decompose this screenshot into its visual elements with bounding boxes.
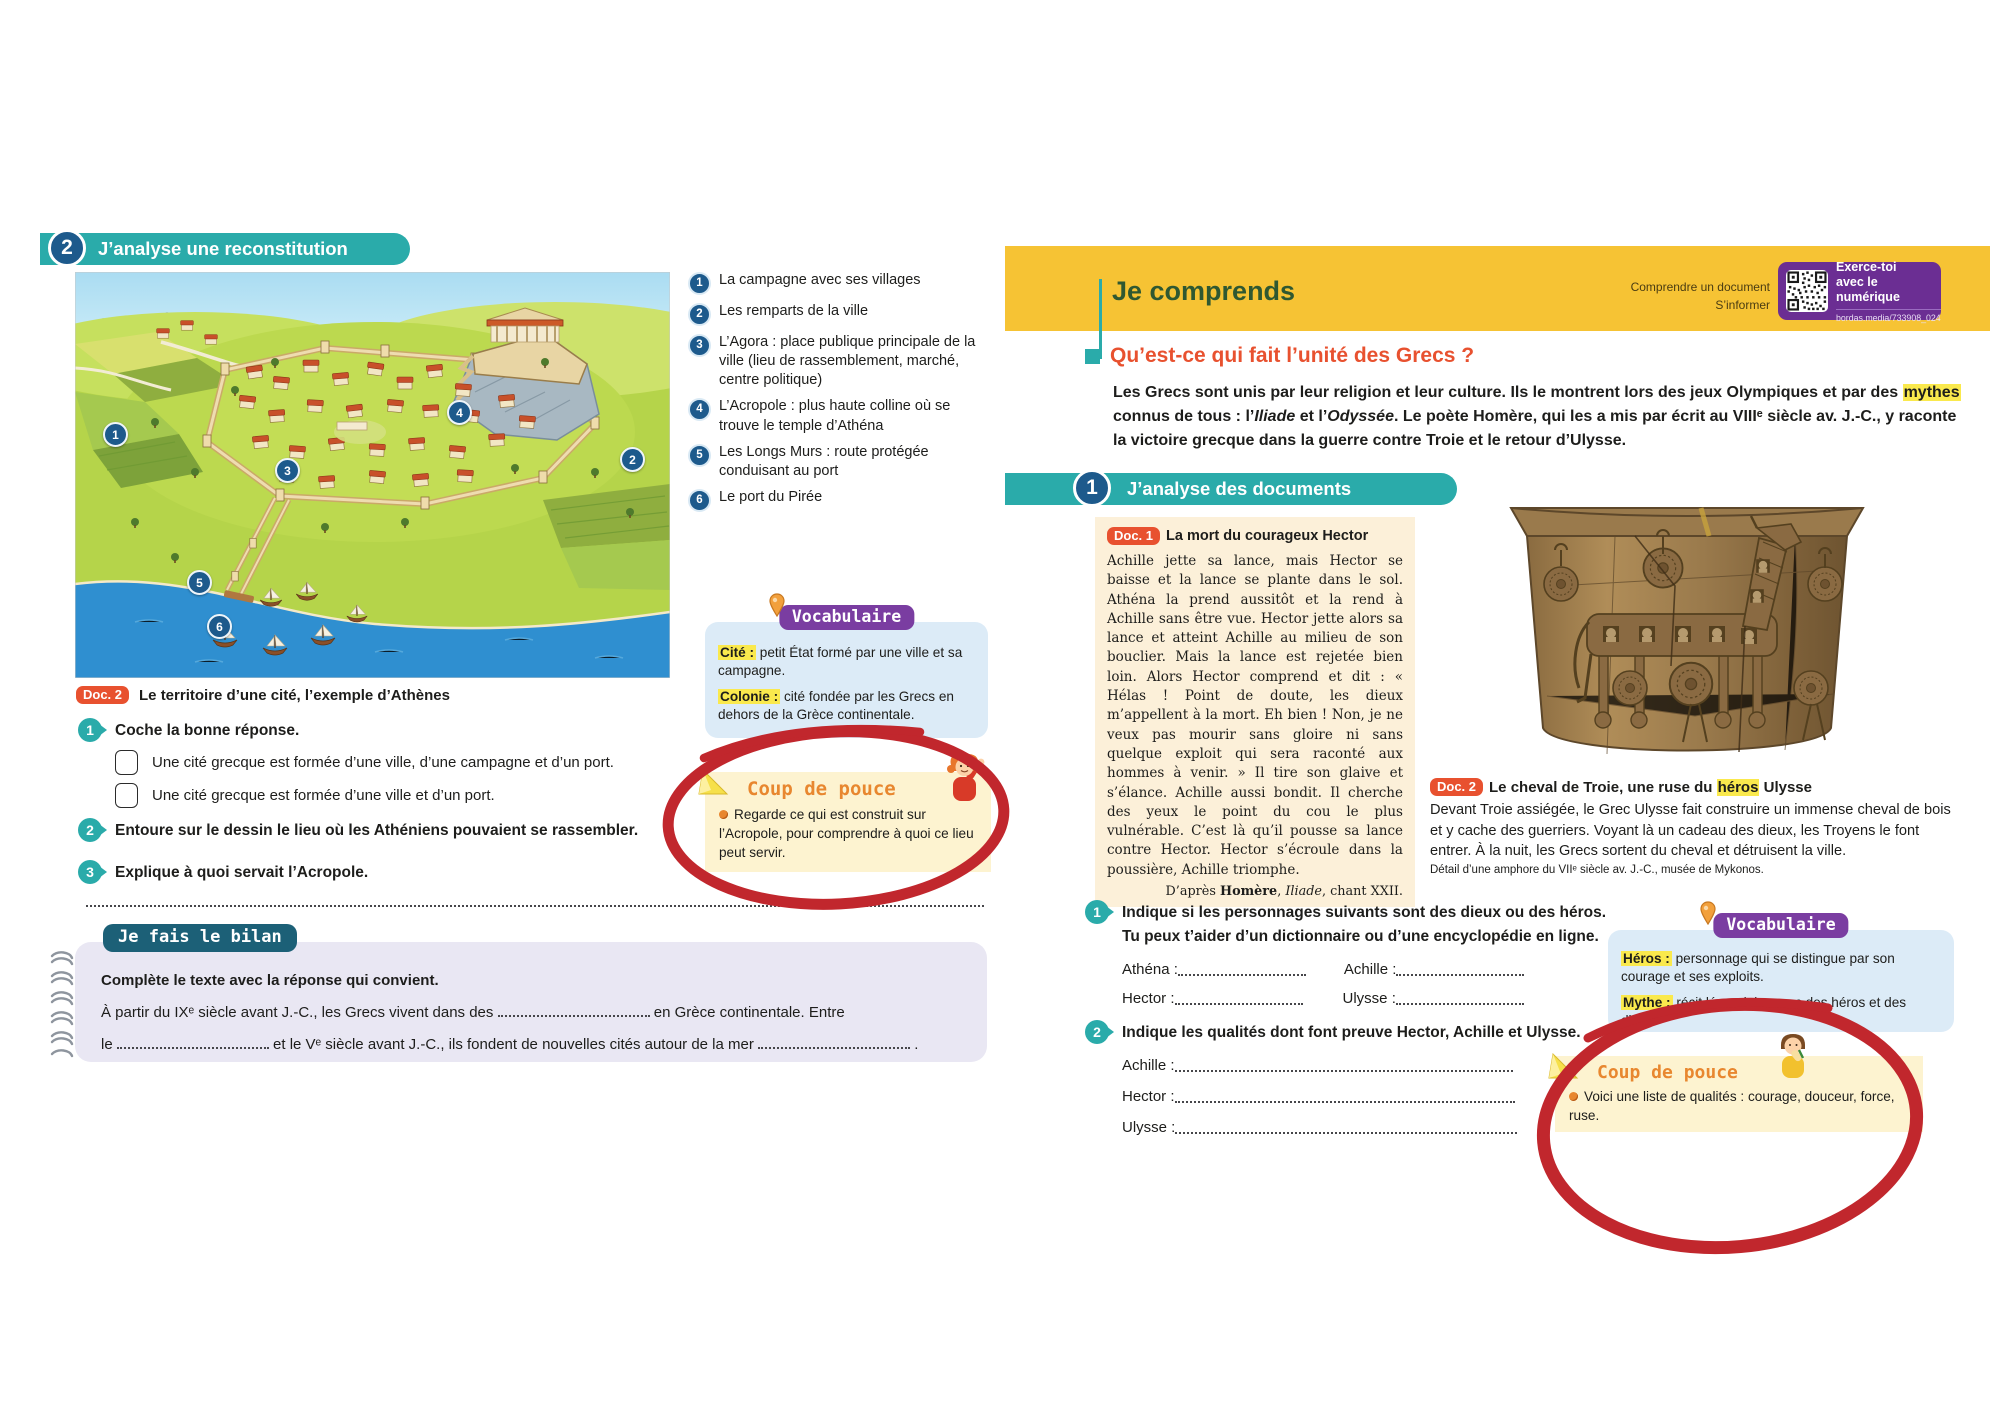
question-number: 2 [78, 818, 102, 842]
answer-checkbox-2[interactable] [115, 783, 138, 808]
question-number: 2 [1085, 1020, 1109, 1044]
coup-de-pouce-text: Voici une liste de qualités : courage, douceur, force, ruse. [1569, 1089, 1895, 1124]
folded-corner-icon [697, 766, 731, 796]
lesson-question-heading: Qu’est-ce qui fait l’unité des Grecs ? [1085, 344, 1474, 368]
vocab-badge: Vocabulaire [779, 605, 914, 630]
legend-number: 4 [688, 398, 711, 421]
illustration-legend [688, 271, 990, 519]
vocab-entry: Cité : petit État formé par une ville et sa campagne. [718, 645, 963, 679]
intro-paragraph: Les Grecs sont unis par leur religion et leur culture. Ils le montrent lors des jeux Olympiques et par des mythes connus de tous : l’Iliade et l’Odyssée. Le poète Homère, qui les a mis par écrit au VIIIᵉ siècle av. J.-C., y raconte la victoire grecque dans la guerre contre Troie et le retour d’Ulysse. [1113, 384, 1960, 449]
fill-in-blank[interactable] [758, 1034, 910, 1049]
doc1-box: Doc. 1 La mort du courageux Hector Achille jette sa lance, mais Hector se baisse et la lance se plante dans le sol. Athéna la prend aussitôt et la rend à Achille sans être vue. Hector jette alors sa lance et atteint Achille au milieu de son bouclier. Mais la lance est rejetée bien loin. Alors Hector comprend et dit : « Hélas ! Point de doute, les dieux m’appellent à la mort. Eh bien ! Non, je ne veux pas mourir sans gloire ni sans quelque exploit qui sera raconté aux hommes à venir. » Il tire son glaive et s’élance. Achille aussi bondit. Il cherche des yeux le point du cou le plus vulnérable. C’est là qu’il pousse sa lance contre Hector. Hector s’écroule dans la poussière, Achille triomphe. D’après Homère, Iliade, chant XXII. [1095, 517, 1415, 907]
bilan-box: Je fais le bilan Complète le texte avec la réponse qui convient. À partir du IXᵉ siècle avant J.-C., les Grecs vivent dans des en Grèce continentale. Entre le et le Vᵉ siècle avant J.-C., ils fondent de nouvelles cités autour de la mer . [75, 942, 987, 1062]
qr-badge-text: Exerce-toi avec le numérique bordas.media/733908_024 [1836, 259, 1941, 323]
map-marker-4: 4 [447, 400, 472, 425]
legend-item: 4 L’Acropole : plus haute colline où se trouve le temple d’Athéna [688, 397, 990, 435]
digital-exercise-badge[interactable] [1778, 259, 1941, 323]
left-question-2: 2 Entoure sur le dessin le lieu où les Athéniens pouvaient se rassembler. [78, 818, 718, 842]
legend-number: 5 [688, 444, 711, 467]
pushpin-icon [1698, 900, 1718, 926]
answer-checkbox-1[interactable] [115, 750, 138, 775]
fill-in-blank[interactable] [1175, 1057, 1513, 1072]
coup-de-pouce-box-left [705, 772, 991, 872]
answer-line[interactable] [86, 892, 984, 912]
legend-number: 1 [688, 272, 711, 295]
girl-character [941, 750, 987, 808]
vocab-box-right [1608, 915, 1954, 1032]
fill-in-blank[interactable] [1175, 990, 1303, 1005]
coup-de-pouce-title: Coup de pouce [747, 778, 896, 800]
coup-de-pouce-title: Coup de pouce [1597, 1062, 1738, 1083]
heading-square-icon [1085, 349, 1100, 364]
bullet-icon [1569, 1092, 1578, 1101]
fill-in-blank[interactable] [1178, 961, 1306, 976]
athens-illustration-art [75, 272, 670, 678]
fill-in-blank[interactable] [1175, 1119, 1517, 1134]
legend-item: 3 L’Agora : place publique principale de la ville (lieu de rassemblement, marché, centre politique) [688, 333, 990, 390]
boy-character [1773, 1032, 1813, 1086]
spiral-binding [48, 950, 74, 1062]
map-marker-6: 6 [207, 614, 232, 639]
question-number: 1 [1085, 900, 1109, 924]
page-section-title: Je comprends [1112, 276, 1296, 306]
doc2-text: Devant Troie assiégée, le Grec Ulysse fait construire un immense cheval de bois et y cache des guerriers. Voyant là un cadeau des dieux, les Troyens le font entrer. À la nuit, les Grecs sortent du cheval et détruisent la ville. [1430, 802, 1951, 860]
doc-badge: Doc. 1 [1107, 527, 1160, 545]
activity-title: J’analyse des documents [1127, 478, 1352, 499]
legend-item: 6 Le port du Pirée [688, 488, 990, 512]
legend-number: 3 [688, 334, 711, 357]
map-marker-5: 5 [187, 570, 212, 595]
fill-in-blank[interactable] [1396, 990, 1524, 1005]
right-question-2: 2 Indique les qualités dont font preuve Hector, Achille et Ulysse. Achille : Hector : Ulysse : [1085, 1020, 1645, 1136]
coup-de-pouce-text: Regarde ce qui est construit sur l’Acropole, pour comprendre à quoi ce lieu peut servir. [719, 807, 974, 861]
map-marker-3: 3 [275, 458, 300, 483]
vocab-box-left [705, 607, 988, 738]
doc1-credit: D’après Homère, Iliade, chant XXII. [1165, 884, 1403, 900]
bilan-badge: Je fais le bilan [103, 924, 297, 952]
left-question-1: 1 Coche la bonne réponse. Une cité grecque est formée d’une ville, d’une campagne et d’un port. Une cité grecque est formée d’une ville et d’un port. [78, 718, 698, 808]
qr-code-icon [1786, 270, 1828, 312]
doc2-block: Doc. 2 Le cheval de Troie, une ruse du héros Ulysse Devant Troie assiégée, le Grec Ulysse fait construire un immense cheval de bois et y cache des guerriers. Voyant là un cadeau des dieux, les Troyens le font entrer. À la nuit, les Grecs sortent du cheval et détruisent la ville. Détail d’une amphore du VIIᵉ siècle av. J.-C., musée de Mykonos. [1430, 778, 1960, 876]
map-marker-1: 1 [103, 422, 128, 447]
vocab-badge: Vocabulaire [1713, 913, 1848, 938]
bilan-line-2: le et le Vᵉ siècle avant J.-C., ils fondent de nouvelles cités autour de la mer . [101, 1036, 919, 1053]
left-activity-badge [40, 233, 410, 265]
fill-in-blank[interactable] [1175, 1088, 1515, 1103]
doc2-credit: Détail d’une amphore du VIIᵉ siècle av. J.-C., musée de Mykonos. [1430, 864, 1764, 877]
legend-item: 5 Les Longs Murs : route protégée conduisant au port [688, 443, 990, 481]
pushpin-icon [767, 592, 787, 618]
map-marker-2: 2 [620, 447, 645, 472]
skills-labels: Comprendre un document S’informer [1630, 280, 1770, 312]
bullet-icon [719, 810, 728, 819]
legend-number: 6 [688, 489, 711, 512]
fill-in-blank[interactable] [498, 1002, 650, 1017]
vocab-entry: Mythe : récit légendaire avec des héros et des dieux. [1621, 994, 1907, 1029]
doc-badge: Doc. 2 [76, 686, 129, 704]
amphora-photo [1495, 466, 1880, 776]
vocab-entry: Héros : personnage qui se distingue par son courage et ses exploits. [1621, 951, 1895, 985]
legend-number: 2 [688, 303, 711, 326]
legend-item: 2 Les remparts de la ville [688, 302, 990, 326]
legend-item: 1 La campagne avec ses villages [688, 271, 990, 295]
doc1-text: Achille jette sa lance, mais Hector se baisse et la lance se plante dans le sol. Athéna la prend aussitôt et la rend à Achille sans être vue. Hector jette alors sa lance et atteint Achille au milieu de son bouclier. Mais la lance est rejetée bien loin. Alors Hector comprend et dit : « Hélas ! Point de doute, les dieux m’appellent à la mort. Eh bien ! Non, je ne veux pas mourir sans gloire ni sans quelque exploit qui sera raconté aux hommes à venir. » Il tire son glaive et s’élance. Achille aussi bondit. Il cherche des yeux le point du cou le plus vulnérable. C’est là qu’il pousse sa lance contre Hector. Hector s’écroule dans la poussière, Achille triomphe. [1107, 553, 1403, 878]
right-activity-badge [1005, 473, 1457, 505]
activity-title: J’analyse une reconstitution [98, 238, 348, 259]
vocab-entry: Colonie : cité fondée par les Grecs en dehors de la Grèce continentale. [718, 688, 954, 723]
activity-number-circle: 2 [48, 229, 86, 267]
question-number: 1 [78, 718, 102, 742]
activity-number-circle: 1 [1073, 469, 1111, 507]
question-number: 3 [78, 860, 102, 884]
doc-badge: Doc. 2 [1430, 778, 1483, 796]
left-doc-caption: Doc. 2 Le territoire d’une cité, l’exemple d’Athènes [76, 686, 450, 704]
athens-reconstruction-illustration [75, 272, 670, 678]
right-question-1: 1 Indique si les personnages suivants sont des dieux ou des héros. Tu peux t’aider d’un dictionnaire ou d’une encyclopédie en ligne. Athéna : Achille : Hector : Ulysse : [1085, 900, 1645, 1007]
fill-in-blank[interactable] [1396, 961, 1524, 976]
bilan-line-1: À partir du IXᵉ siècle avant J.-C., les Grecs vivent dans des en Grèce continentale. Entre [101, 1004, 845, 1021]
folded-corner-icon [1547, 1050, 1581, 1080]
fill-in-blank[interactable] [117, 1034, 269, 1049]
left-question-3: 3 Explique à quoi servait l’Acropole. [78, 860, 718, 884]
coup-de-pouce-box-right [1555, 1056, 1923, 1132]
